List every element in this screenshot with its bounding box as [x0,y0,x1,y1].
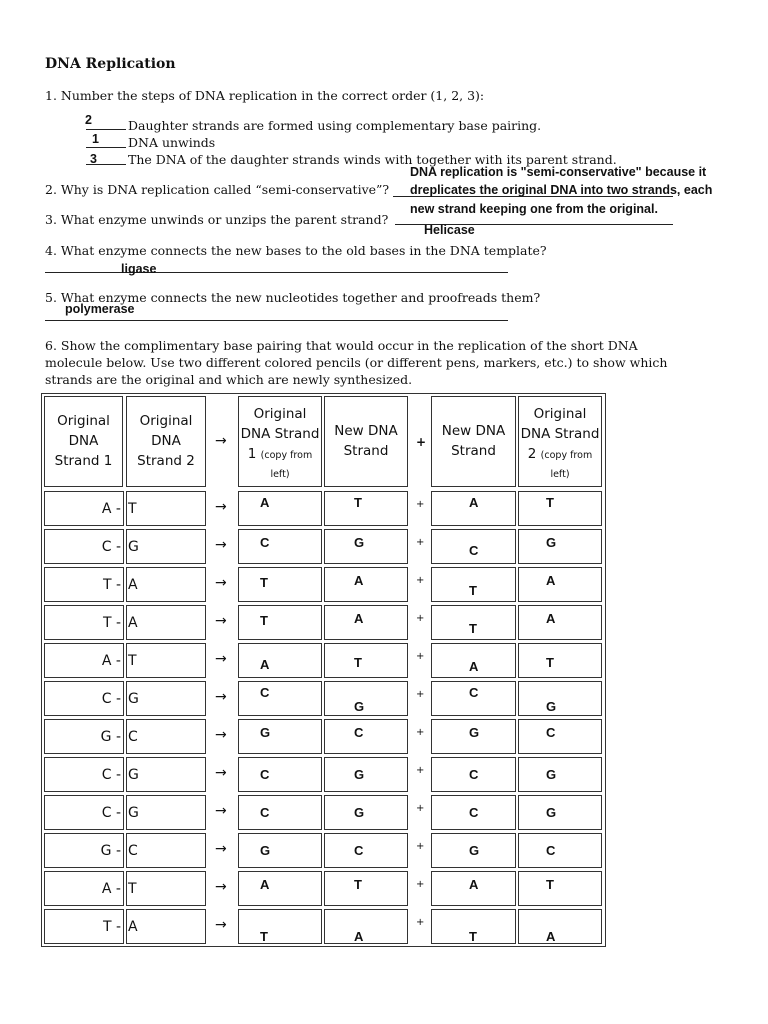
new-strand-1-cell[interactable] [324,757,408,792]
base-letter: T [260,929,268,944]
copy-strand-1-cell[interactable] [238,757,322,792]
base-letter: T [469,929,477,944]
copy-strand-2-cell[interactable] [518,719,602,754]
plus-icon: + [416,499,425,510]
new-strand-1-cell[interactable] [324,719,408,754]
q1-step1-text: Daughter strands are formed using complementary base pairing. [128,118,542,133]
copy-strand-1-cell[interactable] [238,681,322,716]
header-text: Strand [343,443,389,459]
base-letter: T [469,583,477,598]
header-copy-strand-2 [518,396,602,487]
base-letter: A [546,929,556,944]
copy-strand-2-cell[interactable] [518,529,602,564]
original-strand-2-cell: C [126,719,206,754]
base-letter: A [469,659,479,674]
copy-strand-1-cell[interactable] [238,871,322,906]
base-letter: C [260,805,270,820]
plus-icon: + [416,879,425,890]
original-strand-2-cell: C [126,833,206,868]
base-letter: G [546,805,557,820]
header-note: left) [270,469,290,480]
header-arrow-icon: → [215,433,227,449]
base-letter: C [354,843,364,858]
new-strand-1-cell[interactable] [324,681,408,716]
original-strand-1-cell: T - [44,605,124,640]
original-strand-1-cell: G - [44,719,124,754]
base-letter: T [546,495,554,510]
base-letter: A [260,877,270,892]
copy-strand-1-cell[interactable] [238,795,322,830]
header-text: DNA Strand [520,426,600,442]
q3-answer: Helicase [424,223,475,237]
plus-icon: + [416,689,425,700]
arrow-icon: → [215,499,227,515]
new-strand-1-cell[interactable] [324,871,408,906]
q1-step1-answer: 2 [85,113,92,127]
q6-line2: molecule below. Use two different colored pencils (or different pens, markers, etc.) to show which [45,355,668,370]
header-text: Original [139,413,193,429]
original-strand-2-cell: A [126,567,206,602]
arrow-icon: → [215,651,227,667]
new-strand-1-cell[interactable] [324,605,408,640]
copy-strand-2-cell[interactable] [518,681,602,716]
copy-strand-1-cell[interactable] [238,909,322,944]
new-strand-1-cell[interactable] [324,491,408,526]
base-letter: T [354,877,362,892]
new-strand-1-cell[interactable] [324,567,408,602]
plus-icon: + [416,765,425,776]
base-letter: G [546,699,557,714]
q5-blank[interactable] [45,320,508,321]
q1-step3-text: The DNA of the daughter strands winds with together with its parent strand. [128,152,617,167]
header-text: 2 [527,446,537,462]
header-text: 1 [247,446,257,462]
q4-prompt: 4. What enzyme connects the new bases to the old bases in the DNA template? [45,243,547,258]
base-letter: G [260,725,271,740]
plus-icon: + [416,651,425,662]
header-text: Strand 1 [54,453,113,469]
q6-line3: strands are the original and which are newly synthesized. [45,372,413,387]
q4-blank[interactable] [45,272,508,273]
original-strand-2-cell: G [126,757,206,792]
plus-icon: + [416,537,425,548]
arrow-icon: → [215,575,227,591]
base-letter: C [469,767,479,782]
q1-prompt: 1. Number the steps of DNA replication in the correct order (1, 2, 3): [45,88,485,103]
header-text: Original [253,406,307,422]
base-letter: A [469,495,479,510]
new-strand-1-cell[interactable] [324,643,408,678]
base-letter: T [354,495,362,510]
page-title: DNA Replication [45,56,176,72]
base-letter: T [546,877,554,892]
plus-icon: + [416,803,425,814]
header-text: Original [57,413,110,429]
copy-strand-2-cell[interactable] [518,605,602,640]
plus-icon: + [416,575,425,586]
header-text: New DNA [334,423,398,439]
original-strand-1-cell: C - [44,795,124,830]
arrow-icon: → [215,613,227,629]
q1-step1-blank[interactable] [86,129,126,130]
arrow-icon: → [215,879,227,895]
plus-icon: + [416,727,425,738]
base-letter: T [260,613,268,628]
base-letter: C [469,543,479,558]
copy-strand-2-cell[interactable] [518,643,602,678]
base-letter: G [546,767,557,782]
q1-step2-text: DNA unwinds [128,135,216,150]
original-strand-2-cell: G [126,529,206,564]
header-plus-icon: + [416,435,427,449]
copy-strand-1-cell[interactable] [238,719,322,754]
header-text: DNA [151,433,181,449]
q5-answer: polymerase [65,302,135,316]
copy-strand-1-cell[interactable] [238,605,322,640]
base-letter: T [354,655,362,670]
header-text: DNA [68,433,99,449]
base-letter: G [469,725,480,740]
q4-answer: ligase [121,262,157,276]
original-strand-1-cell: T - [44,567,124,602]
header-text: Original [533,406,587,422]
base-letter: G [354,805,365,820]
original-strand-1-cell: G - [44,833,124,868]
plus-icon: + [416,613,425,624]
copy-strand-2-cell[interactable] [518,871,602,906]
q6-line1: 6. Show the complimentary base pairing that would occur in the replication of the short DNA [45,338,638,353]
base-letter: C [260,767,270,782]
copy-strand-1-cell[interactable] [238,833,322,868]
q2-answer-line1: DNA replication is "semi-conservative" because it [410,165,707,179]
base-letter: G [354,535,365,550]
q1-step2-answer: 1 [92,132,99,146]
header-text: Strand [451,443,496,459]
base-letter: G [354,699,365,714]
q3-prompt: 3. What enzyme unwinds or unzips the parent strand? [45,212,389,227]
header-note: (copy from [540,450,593,461]
original-strand-1-cell: A - [44,871,124,906]
base-letter: C [546,725,556,740]
plus-icon: + [416,841,425,852]
new-strand-1-cell[interactable] [324,795,408,830]
q2-answer-line2: dreplicates the original DNA into two strands, each [410,183,713,197]
original-strand-1-cell: T - [44,909,124,944]
arrow-icon: → [215,841,227,857]
header-original-strand-2 [126,396,206,487]
q1-step2-blank[interactable] [86,147,126,148]
original-strand-2-cell: A [126,605,206,640]
base-letter: C [469,685,479,700]
header-new-strand-1 [324,396,408,487]
original-strand-2-cell: G [126,795,206,830]
copy-strand-2-cell[interactable] [518,491,602,526]
base-letter: T [546,655,554,670]
arrow-icon: → [215,689,227,705]
copy-strand-1-cell[interactable] [238,529,322,564]
base-letter: A [469,877,479,892]
arrow-icon: → [215,803,227,819]
base-letter: A [546,611,556,626]
arrow-icon: → [215,765,227,781]
original-strand-1-cell: A - [44,643,124,678]
copy-strand-1-cell[interactable] [238,567,322,602]
header-original-strand-1 [44,396,123,487]
header-text: DNA Strand [240,426,320,442]
arrow-icon: → [215,537,227,553]
copy-strand-2-cell[interactable] [518,795,602,830]
header-note: (copy from [260,450,313,461]
base-letter: C [469,805,479,820]
base-letter: T [469,621,477,636]
base-letter: A [354,573,364,588]
original-strand-2-cell: T [126,491,206,526]
copy-strand-2-cell[interactable] [518,567,602,602]
base-letter: A [260,657,270,672]
base-letter: A [546,573,556,588]
original-strand-2-cell: G [126,681,206,716]
copy-strand-1-cell[interactable] [238,491,322,526]
base-letter: G [546,535,557,550]
base-letter: A [354,611,364,626]
header-copy-strand-1 [238,396,322,487]
arrow-icon: → [215,727,227,743]
base-letter: C [260,535,270,550]
header-text: Strand 2 [137,453,195,469]
q2-answer-line3: new strand keeping one from the original. [410,202,658,216]
copy-strand-1-cell[interactable] [238,643,322,678]
new-strand-1-cell[interactable] [324,909,408,944]
base-letter: G [354,767,365,782]
base-letter: A [354,929,364,944]
base-letter: A [260,495,270,510]
plus-icon: + [416,917,425,928]
base-letter: C [260,685,270,700]
original-strand-2-cell: T [126,643,206,678]
copy-strand-2-cell[interactable] [518,757,602,792]
copy-strand-2-cell[interactable] [518,909,602,944]
original-strand-1-cell: C - [44,681,124,716]
copy-strand-2-cell[interactable] [518,833,602,868]
header-text: New DNA [441,423,506,439]
original-strand-2-cell: A [126,909,206,944]
original-strand-1-cell: C - [44,529,124,564]
arrow-icon: → [215,917,227,933]
q1-step3-answer: 3 [90,152,97,166]
new-strand-1-cell[interactable] [324,833,408,868]
header-new-strand-2 [431,396,516,487]
base-letter: C [354,725,364,740]
header-note: left) [550,469,570,480]
base-letter: G [260,843,271,858]
original-strand-2-cell: T [126,871,206,906]
base-letter: T [260,575,268,590]
original-strand-1-cell: C - [44,757,124,792]
q5-prompt: 5. What enzyme connects the new nucleotides together and proofreads them? [45,290,541,305]
q2-prompt: 2. Why is DNA replication called “semi-conservative”? [45,182,390,197]
original-strand-1-cell: A - [44,491,124,526]
base-letter: G [469,843,480,858]
base-letter: C [546,843,556,858]
new-strand-1-cell[interactable] [324,529,408,564]
